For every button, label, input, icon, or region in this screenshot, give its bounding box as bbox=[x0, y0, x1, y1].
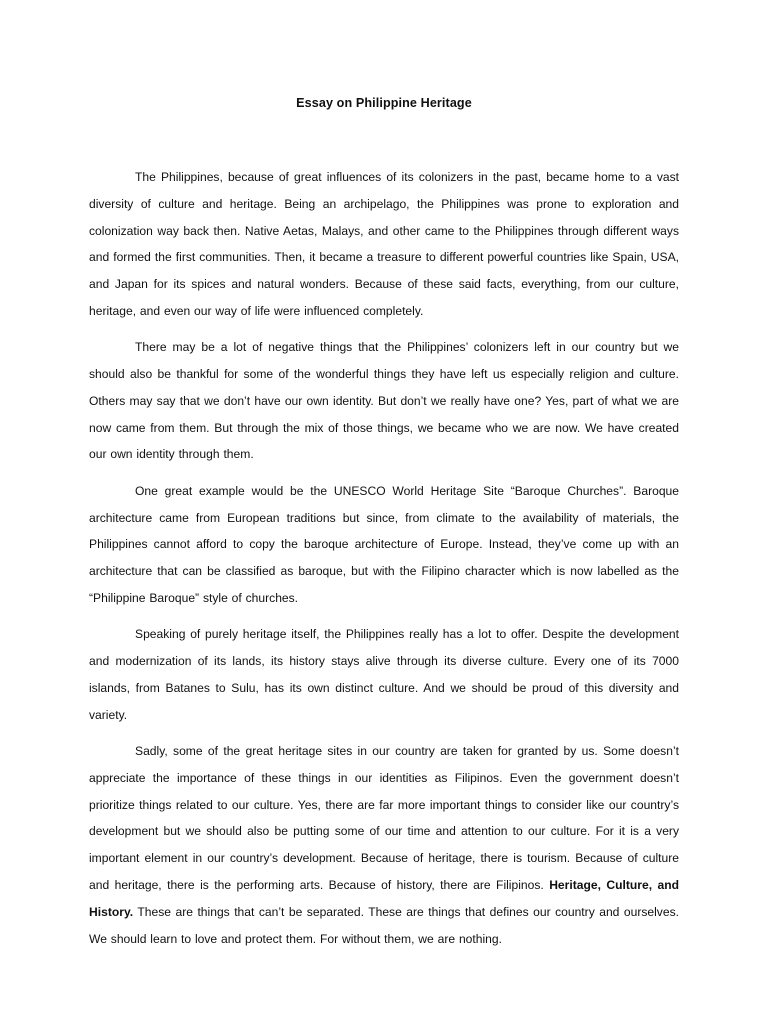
paragraph-1: The Philippines, because of great influences of its colonizers in the past, became home to a vast diversity of culture and heritage. Being an archipelago, the Philippines was prone to exploration and colonization way back then. Native Aetas, Malays, and other came to the Philippines through different ways and formed the first communities. Then, it became a treasure to different powerful countries like Spain, USA, and Japan for its spices and natural wonders. Because of these said facts, everything, from our culture, heritage, and even our way of life were influenced completely. bbox=[89, 170, 679, 318]
paragraph-4: Speaking of purely heritage itself, the Philippines really has a lot to offer. Despite the development and modernization of its lands, its history stays alive through its diverse culture. Every one of its 7000 islands, from Batanes to Sulu, has its own distinct culture. And we should be proud of this diversity and variety. bbox=[89, 627, 679, 722]
paragraph-5-text-start: Sadly, some of the great heritage sites in our country are taken for granted by us. Some doesn’t appreciate the importance of these things in our identities as Filipinos. Even the government doesn’t prioritize things related to our culture. Yes, there are far more important things to consider like our country’s development but we should also be putting some of our time and attention to our culture. For it is a very important element in our country’s development. Because of heritage, there is tourism. Because of culture and heritage, there is the performing arts. Because of history, there are Filipinos. bbox=[89, 743, 679, 892]
essay-body bbox=[89, 164, 679, 962]
paragraph-2: There may be a lot of negative things that the Philippines’ colonizers left in our country but we should also be thankful for some of the wonderful things they have left us especially religion and culture. Others may say that we don’t have our own identity. But don’t we really have one? Yes, part of what we are now came from them. But through the mix of those things, we became who we are now. We have created our own identity through them. bbox=[89, 340, 679, 462]
essay-title: Essay on Philippine Heritage bbox=[296, 96, 472, 110]
paragraph-5 bbox=[89, 738, 679, 952]
paragraph-5-text-end: These are things that can’t be separated. These are things that defines our country and ourselves. We should learn to love and protect them. For without them, we are nothing. bbox=[89, 904, 679, 946]
paragraph-5-bold-phrase: Heritage, Culture, and History. bbox=[89, 877, 679, 919]
paragraph-3: One great example would be the UNESCO World Heritage Site “Baroque Churches”. Baroque architecture came from European traditions but since, from climate to the availability of materials, the Philippines cannot afford to copy the baroque architecture of Europe. Instead, they’ve come up with an architecture that can be classified as baroque, but with the Filipino character which is now labelled as the “Philippine Baroque” style of churches. bbox=[89, 483, 679, 605]
